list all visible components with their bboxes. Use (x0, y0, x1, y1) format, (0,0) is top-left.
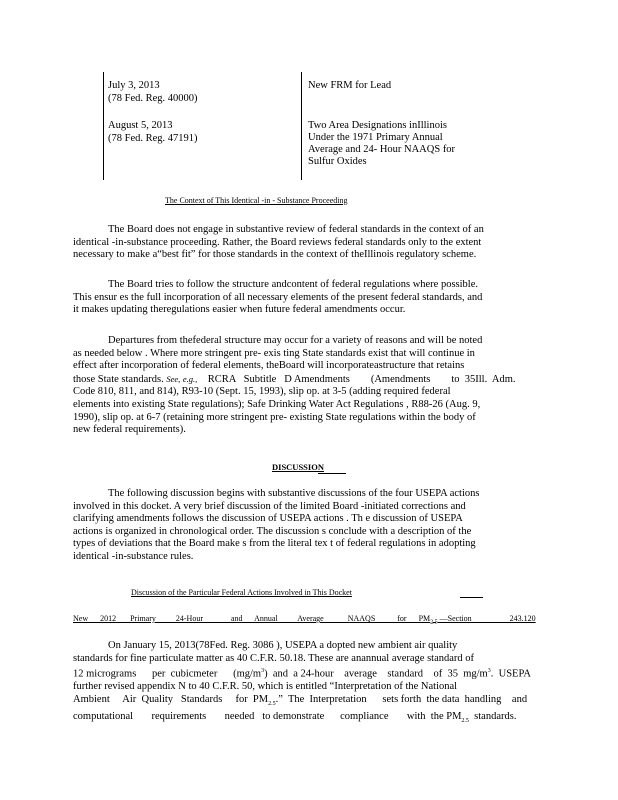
text-line (73, 373, 541, 387)
section-heading-particular-actions: Discussion of the Particular Federal Actions Involved in This Docket (131, 588, 352, 597)
text-line: involved in this docket. A very brief discussion of the limited Board -initiated corrections and (73, 500, 466, 512)
text-line: The Board tries to follow the structure andcontent of federal regulations where possible. (108, 279, 479, 290)
text-line: On January 15, 2013(78Fed. Reg. 3086 ), USEPA a dopted new ambient air quality (108, 640, 458, 651)
paragraph-discussion-intro (73, 488, 541, 564)
row2-subject-line: Sulfur Oxides (308, 156, 367, 167)
text-line: Departures from thefederal structure may occur for a variety of reasons and will be noted (108, 335, 483, 346)
heading-underline-extension (460, 597, 483, 598)
superscript: 3 (487, 668, 491, 675)
text-line: as needed below . Where more stringent pre- exis ting State standards exist that will continue in (73, 347, 475, 359)
row1-citation: (78 Fed. Reg. 40000) (108, 93, 198, 104)
text-line: necessary to make a“best fit” for those standards in the context of theIllinois regulatory scheme. (73, 249, 477, 261)
text-fragment: RCRA Subtitle D Amendments (Amendments to 35Ill. Adm. (197, 373, 516, 385)
text-line: standards for fine particulate matter as 40 C.F.R. 50.18. These are anannual average standard of (73, 652, 475, 664)
text-fragment: Ambient Air Quality Standards for PM (73, 693, 269, 705)
section-heading-discussion: DISCUSSION (272, 462, 324, 472)
superscript: 3 (261, 668, 265, 675)
text-line: elements into existing State regulations); Safe Drinking Water Act Regulations , R88-26 (Aug. 9, (73, 398, 481, 410)
text-line: 1990), slip op. at 6-7 (retaining more stringent pre- existing State regulations within the body of (73, 411, 476, 423)
row1-subject: New FRM for Lead (308, 80, 392, 91)
row2-subject-line: Two Area Designations inIllinois (308, 120, 447, 131)
subheading-text: New 2012 Primary 24-Hour and Annual Average NAAQS for PM (73, 614, 431, 623)
row2-subject-line: Average and 24- Hour NAAQS for (308, 144, 456, 155)
text-line: further revised appendix N to 40 C.F.R. 50, which is entitled “Interpretation of the National (73, 681, 458, 693)
text-line: it makes updating theregulations easier when future federal amendments occur. (73, 304, 406, 316)
text-line: effect after incorporation of federal elements, theBoard will incorporateastructure that retains (73, 360, 465, 372)
text-fragment: ) and a 24-hour average standard of 35 mg/m (264, 668, 488, 680)
text-fragment: those State standards. (73, 373, 164, 385)
section-heading-context: The Context of This Identical -in - Substance Proceeding (165, 196, 348, 205)
text-fragment: computational requirements needed to demonstrate compliance with the PM (73, 710, 462, 722)
text-line: types of deviations that the Board make s from the literal tex t of federal regulations in adopting (73, 538, 476, 550)
subscript: 2.5 (268, 700, 276, 707)
text-line (73, 694, 541, 711)
paragraph-pm25 (73, 640, 541, 727)
subsection-heading-pm25 (73, 614, 536, 626)
subscript: 2.5 (461, 717, 469, 724)
federal-actions-table (103, 72, 498, 180)
signal-eg: e.g., (182, 373, 198, 384)
text-line: Code 810, 811, and 814), R93-10 (Sept. 15, 1993), slip op. at 3-5 (adding required federal (73, 386, 451, 398)
subscript: 2.5 (430, 619, 438, 626)
row1-date: July 3, 2013 (108, 80, 160, 91)
text-line (73, 665, 541, 681)
subheading-text: —Section 243.120 (437, 614, 536, 623)
text-line: This ensur es the full incorporation of all necessary elements of the present federal standards, and (73, 291, 483, 303)
text-line: The Board does not engage in substantive review of federal standards in the context of an (108, 224, 484, 235)
row2-subject-line: Under the 1971 Primary Annual (308, 132, 443, 143)
text-fragment: . USEPA (490, 668, 531, 680)
row2-citation: (78 Fed. Reg. 47191) (108, 133, 198, 144)
paragraph-structure (73, 279, 541, 317)
paragraph-best-fit (73, 224, 541, 262)
text-line: identical -in-substance proceeding. Rather, the Board reviews federal standards only to the extent (73, 236, 482, 248)
text-line: new federal requirements). (73, 424, 186, 436)
row2-date: August 5, 2013 (108, 120, 173, 131)
text-fragment: .” The Interpretation sets forth the data handling and (275, 693, 528, 705)
text-line: actions is organized in chronological order. The discussion s conclude with a description of the (73, 525, 472, 537)
text-line: identical -in-substance rules. (73, 550, 194, 562)
paragraph-departures (73, 335, 541, 437)
text-line: The following discussion begins with substantive discussions of the four USEPA actions (108, 488, 480, 499)
text-line: clarifying amendments follows the discussion of USEPA actions . Th e discussion of USEPA (73, 513, 463, 525)
text-fragment: 12 micrograms per cubicmeter (mg/m (73, 668, 262, 680)
table-middle-rule (301, 72, 302, 180)
heading-underline-extension (318, 473, 346, 474)
text-fragment: standards. (468, 710, 517, 722)
table-left-rule (103, 72, 104, 180)
text-line (73, 711, 541, 728)
signal-see: See, (166, 373, 181, 384)
